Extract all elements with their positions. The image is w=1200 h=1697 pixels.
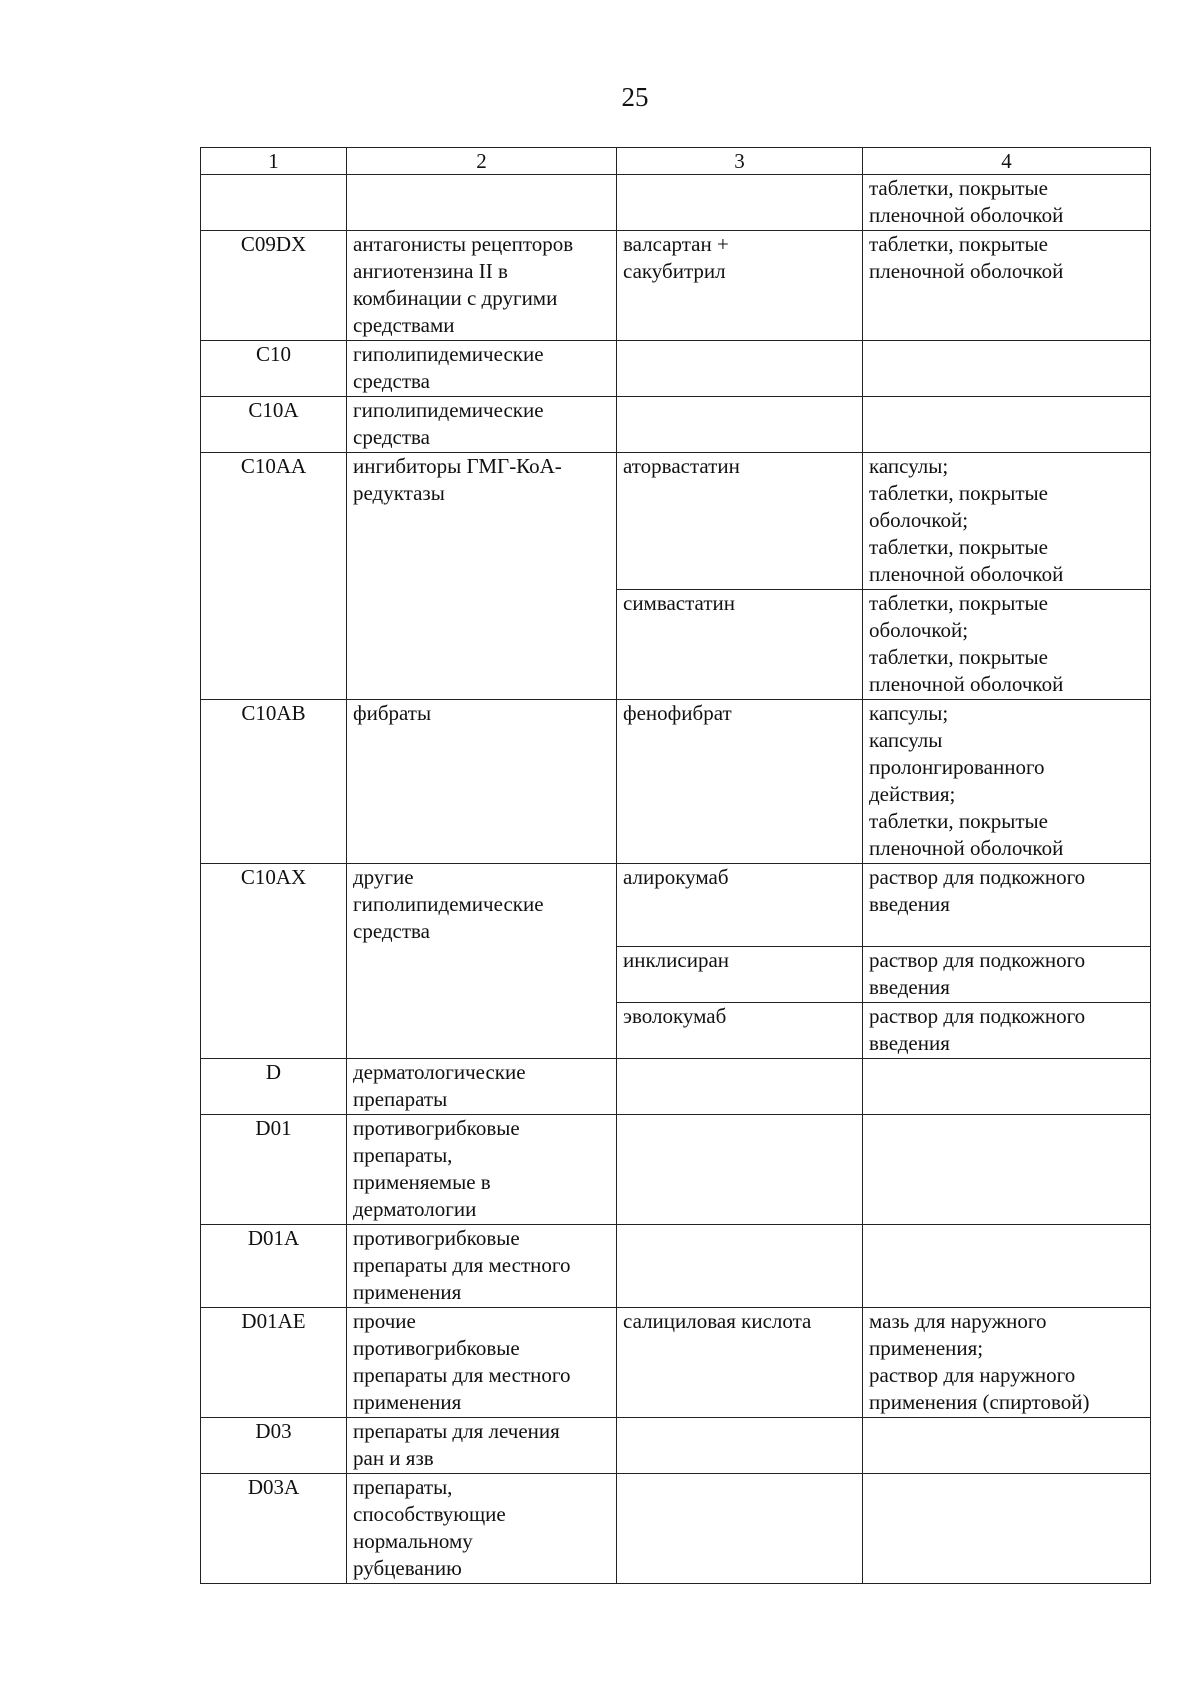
cell-line: комбинации с другими xyxy=(353,286,558,310)
drug-name-cell xyxy=(617,1225,863,1308)
group-name-cell xyxy=(347,1115,617,1225)
page-number: 25 xyxy=(621,82,649,112)
drug-name-cell xyxy=(617,1418,863,1474)
table-row xyxy=(201,1225,1151,1308)
group-name-cell xyxy=(347,1418,617,1474)
cell-line: эволокумаб xyxy=(623,1004,727,1028)
atc-code-cell: C10AA xyxy=(201,453,347,700)
cell-line: фибраты xyxy=(353,701,432,725)
medication-table xyxy=(200,147,1151,1584)
dosage-form-cell xyxy=(863,231,1151,341)
column-header-2: 2 xyxy=(347,148,617,175)
cell-line: таблетки, покрытые xyxy=(869,809,1048,833)
table-header-row xyxy=(201,148,1151,175)
atc-code-cell: D01AE xyxy=(201,1308,347,1418)
table-row xyxy=(201,700,1151,864)
cell-line: способствующие xyxy=(353,1502,506,1526)
group-name-cell xyxy=(347,341,617,397)
cell-line: аторвастатин xyxy=(623,454,740,478)
drug-name-cell xyxy=(617,864,863,947)
cell-line: средства xyxy=(353,369,431,393)
cell-line: препараты для местного xyxy=(353,1363,571,1387)
table-row xyxy=(201,1059,1151,1115)
group-name-cell xyxy=(347,397,617,453)
cell-line: инклисиран xyxy=(623,948,730,972)
table-row xyxy=(201,1474,1151,1584)
atc-code-cell: D01 xyxy=(201,1115,347,1225)
cell-line: оболочкой; xyxy=(869,618,969,642)
drug-name-cell xyxy=(617,700,863,864)
drug-name-cell xyxy=(617,947,863,1003)
cell-line: средства xyxy=(353,425,431,449)
drug-name-cell xyxy=(617,453,863,590)
cell-line: дерматологии xyxy=(353,1197,477,1221)
drug-name-cell xyxy=(617,175,863,231)
cell-line: алирокумаб xyxy=(623,865,729,889)
dosage-form-cell xyxy=(863,1115,1151,1225)
cell-line: антагонисты рецепторов xyxy=(353,232,574,256)
cell-line: средствами xyxy=(353,313,455,337)
cell-line: таблетки, покрытые xyxy=(869,481,1048,505)
cell-line: редуктазы xyxy=(353,481,445,505)
cell-line: ингибиторы ГМГ-КоА- xyxy=(353,454,562,478)
cell-line: пленочной оболочкой xyxy=(869,562,1064,586)
cell-line: раствор для подкожного xyxy=(869,948,1086,972)
cell-line: противогрибковые xyxy=(353,1336,520,1360)
cell-line: гиполипидемические xyxy=(353,342,544,366)
cell-line: раствор для подкожного xyxy=(869,1004,1086,1028)
cell-line: применения xyxy=(353,1390,462,1414)
atc-code-cell: D01A xyxy=(201,1225,347,1308)
table-row xyxy=(201,864,1151,947)
drug-name-cell xyxy=(617,1059,863,1115)
cell-line: препараты для местного xyxy=(353,1253,571,1277)
cell-line: мазь для наружного xyxy=(869,1309,1047,1333)
dosage-form-cell xyxy=(863,1418,1151,1474)
cell-line: рубцеванию xyxy=(353,1556,462,1580)
dosage-form-cell xyxy=(863,397,1151,453)
drug-name-cell xyxy=(617,231,863,341)
column-header-3: 3 xyxy=(617,148,863,175)
drug-name-cell xyxy=(617,590,863,700)
table-row xyxy=(201,1418,1151,1474)
cell-line: валсартан + xyxy=(623,232,729,256)
cell-line: действия; xyxy=(869,782,956,806)
group-name-cell xyxy=(347,1225,617,1308)
cell-line: введения xyxy=(869,892,950,916)
dosage-form-cell xyxy=(863,864,1151,947)
dosage-form-cell xyxy=(863,947,1151,1003)
drug-name-cell xyxy=(617,397,863,453)
cell-line: капсулы; xyxy=(869,454,949,478)
cell-line: салициловая кислота xyxy=(623,1309,812,1333)
cell-line: гиполипидемические xyxy=(353,892,544,916)
cell-line: препараты xyxy=(353,1087,448,1111)
dosage-form-cell xyxy=(863,453,1151,590)
cell-line: ран и язв xyxy=(353,1446,434,1470)
drug-name-cell xyxy=(617,1003,863,1059)
atc-code-cell: C10AX xyxy=(201,864,347,1059)
cell-line: применяемые в xyxy=(353,1170,491,1194)
cell-line: таблетки, покрытые xyxy=(869,645,1048,669)
cell-line: симвастатин xyxy=(623,591,735,615)
group-name-cell xyxy=(347,453,617,700)
cell-line: введения xyxy=(869,975,950,999)
dosage-form-cell xyxy=(863,1474,1151,1584)
cell-line: препараты, xyxy=(353,1143,453,1167)
cell-line: сакубитрил xyxy=(623,259,726,283)
atc-code-cell: C10 xyxy=(201,341,347,397)
group-name-cell xyxy=(347,231,617,341)
cell-line: таблетки, покрытые xyxy=(869,535,1048,559)
drug-name-cell xyxy=(617,1308,863,1418)
atc-code-cell: D03A xyxy=(201,1474,347,1584)
cell-line: таблетки, покрытые xyxy=(869,176,1048,200)
cell-line: средства xyxy=(353,919,431,943)
cell-line: раствор для наружного xyxy=(869,1363,1076,1387)
dosage-form-cell xyxy=(863,700,1151,864)
cell-line: таблетки, покрытые xyxy=(869,232,1048,256)
column-header-4: 4 xyxy=(863,148,1151,175)
atc-code-cell xyxy=(201,175,347,231)
group-name-cell xyxy=(347,175,617,231)
cell-line: применения (спиртовой) xyxy=(869,1390,1090,1414)
cell-line: противогрибковые xyxy=(353,1116,520,1140)
cell-line: таблетки, покрытые xyxy=(869,591,1048,615)
table-row xyxy=(201,1308,1151,1418)
dosage-form-cell xyxy=(863,590,1151,700)
drug-name-cell xyxy=(617,1474,863,1584)
cell-line: препараты, xyxy=(353,1475,453,1499)
table-row xyxy=(201,231,1151,341)
cell-line: прочие xyxy=(353,1309,416,1333)
cell-line: пленочной оболочкой xyxy=(869,203,1064,227)
atc-code-cell: C10A xyxy=(201,397,347,453)
cell-line: капсулы; xyxy=(869,701,949,725)
cell-line: пролонгированного xyxy=(869,755,1045,779)
group-name-cell xyxy=(347,864,617,1059)
table-row xyxy=(201,341,1151,397)
table-row xyxy=(201,1115,1151,1225)
dosage-form-cell xyxy=(863,1059,1151,1115)
column-header-1: 1 xyxy=(201,148,347,175)
cell-line: другие xyxy=(353,865,414,889)
cell-line: противогрибковые xyxy=(353,1226,520,1250)
table-row xyxy=(201,175,1151,231)
cell-line: применения xyxy=(353,1280,462,1304)
atc-code-cell: C09DX xyxy=(201,231,347,341)
drug-name-cell xyxy=(617,1115,863,1225)
group-name-cell xyxy=(347,1474,617,1584)
group-name-cell xyxy=(347,1059,617,1115)
atc-code-cell: D03 xyxy=(201,1418,347,1474)
atc-code-cell: C10AB xyxy=(201,700,347,864)
cell-line: пленочной оболочкой xyxy=(869,672,1064,696)
cell-line: оболочкой; xyxy=(869,508,969,532)
dosage-form-cell xyxy=(863,1308,1151,1418)
cell-line: нормальному xyxy=(353,1529,473,1553)
cell-line: пленочной оболочкой xyxy=(869,259,1064,283)
atc-code-cell: D xyxy=(201,1059,347,1115)
table-row xyxy=(201,453,1151,590)
cell-line: раствор для подкожного xyxy=(869,865,1086,889)
dosage-form-cell xyxy=(863,175,1151,231)
cell-line: пленочной оболочкой xyxy=(869,836,1064,860)
drug-name-cell xyxy=(617,341,863,397)
cell-line: ангиотензина II в xyxy=(353,259,508,283)
cell-line: применения; xyxy=(869,1336,984,1360)
group-name-cell xyxy=(347,700,617,864)
cell-line: введения xyxy=(869,1031,950,1055)
cell-line: фенофибрат xyxy=(623,701,732,725)
dosage-form-cell xyxy=(863,1225,1151,1308)
cell-line: гиполипидемические xyxy=(353,398,544,422)
dosage-form-cell xyxy=(863,341,1151,397)
cell-line: препараты для лечения xyxy=(353,1419,560,1443)
cell-line: капсулы xyxy=(869,728,943,752)
table-row xyxy=(201,397,1151,453)
group-name-cell xyxy=(347,1308,617,1418)
dosage-form-cell xyxy=(863,1003,1151,1059)
cell-line: дерматологические xyxy=(353,1060,526,1084)
